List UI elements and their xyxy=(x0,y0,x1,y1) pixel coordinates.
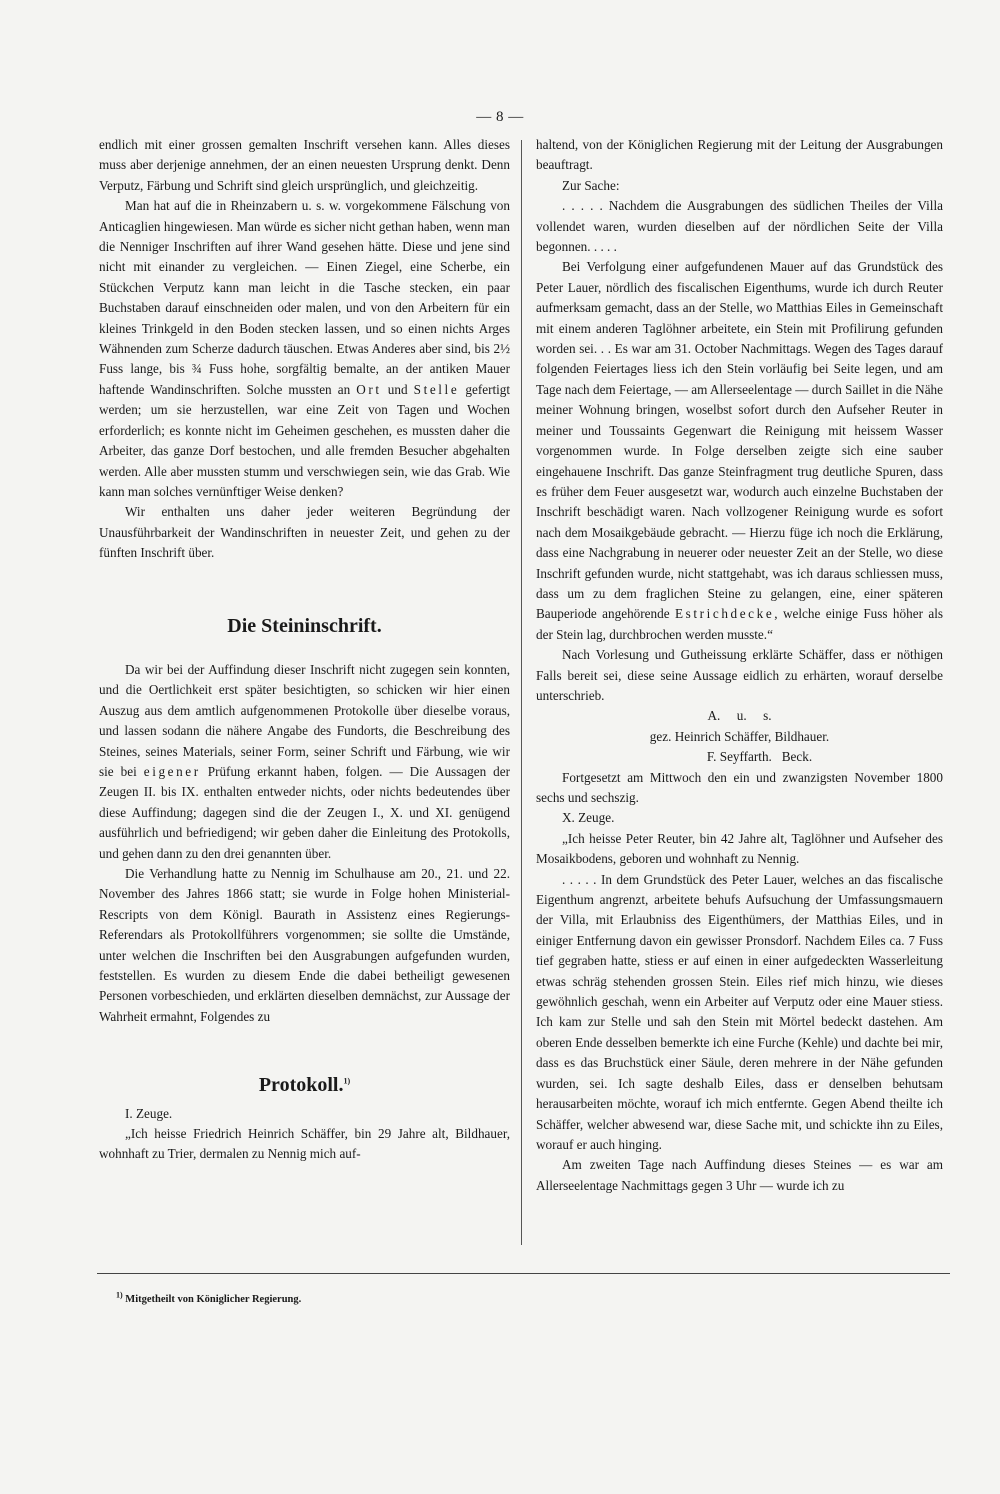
emphasis-spaced: Ort xyxy=(356,381,382,397)
footnote-divider xyxy=(97,1273,950,1274)
emphasis-spaced: Estrichdecke xyxy=(674,606,775,622)
text-run: Man hat auf die in Rheinzabern u. s. w. vorgekommene Fälschung von Anticaglien hingewiesen. Man würde es sicher nicht gethan haben, wenn man die Nenniger Inschriften auf ihrer Wand gesehen hätte. Diese und jene sind nicht mit einander zu vergleichen. — Einen Ziegel, eine Scherbe, ein Stückchen Verputz kann man leicht in die Tasche stecken, ein paar Buchstaben darauf einschneiden oder malen, und von den Arbeitern für ein kleines Trinkgeld in den Boden stecken lassen, und so einen nichts Arges Wähnenden zum Scherze dadurch täuschen. Etwas Anderes aber sind, bis 2½ Fuss lange, bis ¾ Fuss hohe, sorgfältig bemalte, an der antiken Mauer haftende Wandinschriften. Solche mussten an xyxy=(99,198,510,397)
section-heading-steininschrift: Die Steininschrift. xyxy=(227,614,382,637)
paragraph: Nach Vorlesung und Gutheissung erklärte Schäffer, dass er nöthigen Falls bereit sei, diese seine Aussage eidlich zu erhärten, worauf derselbe unterschrieb. xyxy=(536,647,943,703)
paragraph: endlich mit einer grossen gemalten Inschrift versehen kann. Alles dieses muss aber derjenige annehmen, der an einen neuesten Ursprung denkt. Denn Verputz, Färbung und Schrift sind gleich ursprünglich, und gleichzeitig. xyxy=(99,137,510,193)
right-column xyxy=(536,135,943,1196)
text-run: Bei Verfolgung einer aufgefundenen Mauer auf das Grundstück des Peter Lauer, nördlich des fiscalischen Eigenthums, wurde ich durch Reuter aufmerksam gemacht, dass an der Stelle, wo Matthias Eiles in Gemeinschaft mit einem anderen Taglöhner arbeitete, ein Stein mit Profilirung gefunden worden sei. . . Es war am 31. October Nachmittags. Wegen des Tages darauf folgenden Feiertages liess ich den Stein vorläufig bei Seite legen, und am Tage nach dem Feiertage, — am Allerseelentage — durch Saillet in die Nähe meiner Wohnung bringen, woselbst sofort durch den Aufseher Reuter in meiner und Toussaints Gegenwart die Reinigung mit heissem Wasser vorgenommen wurde. In Folge derselben zeigte sich eine sauber eingehauene Inschrift. Das ganze Steinfragment trug deutliche Spuren, dass es früher dem Feuer ausgesetzt war, wodurch auch einzelne Buchstaben der Inschrift beschädigt waren. Nach vollzogener Reinigung wurde es sofort nach dem Mosaikgebäude gebracht. — Hierzu füge ich noch die Erklärung, dass eine Nachgrabung in neuerer oder neuester Zeit an der Stelle, wo diese Inschrift gefunden wurde, nicht stattgehabt, was ich daraus schliessen muss, dass um zu dem fraglichen Steine zu gelangen, eine, einer späteren Bauperiode angehörende xyxy=(536,259,943,622)
witness-label: X. Zeuge. xyxy=(562,810,615,826)
paragraph: Wir enthalten uns daher jeder weiteren Begründung der Unausführbarkeit der Wandinschriften in neuester Zeit, und gehen zu der fünften Inschrift über. xyxy=(99,504,510,561)
paragraph: „Ich heisse Friedrich Heinrich Schäffer, bin 29 Jahre alt, Bildhauer, wohnhaft zu Trier, dermalen zu Nennig mich auf- xyxy=(99,1126,510,1162)
paragraph: „Ich heisse Peter Reuter, bin 42 Jahre alt, Taglöhner und Aufseher des Mosaikbodens, geboren und wohnhaft zu Nennig. xyxy=(536,830,943,867)
paragraph: . . . . . In dem Grundstück des Peter Lauer, welches an das fiscalische Eigenthum angrenzt, arbeitete behufs Aufsuchung der Umfassungsmauern der Villa, mit Erlaubniss des Eigenthümers, der Matthias Eiles, und in einiger Entfernung davon ein gewisser Pronsdorf. Nachdem Eiles ca. 7 Fuss tief gegraben hatte, stiess er auf einen in einer aufgedeckten Wasserleitung etwas schräg stehenden grossen Stein. Eiles rief mich hinzu, wie dieses gewöhnlich geschah, wenn ein Arbeiter auf Verputz oder eine Mauer stiess. Ich kam zur Stelle und sah den Stein mit Mörtel bedeckt dastehen. Am oberen Ende desselben bemerkte ich eine Furche (Kehle) und dachte bei mir, dass es das Bruchstück einer Säule, deren mehrere in der Nähe gefunden wurden, sei. Ich sagte deshalb Eiles, dass er denselben behutsam herausarbeiten möchte, worauf ich mich entfernte. Gegen Abend theilte ich Schäffer, welcher abwesend war, diese Sache mit, und schickte ihn zu Eiles, worauf er auch hinging. xyxy=(536,871,943,1152)
footnote-text: Mitgetheilt von Königlicher Regierung. xyxy=(125,1294,302,1305)
footnote xyxy=(116,1290,302,1305)
footnote-marker: 1) xyxy=(116,1290,123,1300)
text-run: Prüfung erkannt haben, folgen. — Die Aussagen der Zeugen II. bis IX. enthalten entweder nichts, oder nichts bedeutendes über diese Auffindung; dagegen sind die der Zeugen I., X. und XI. genügend ausführlich und befriedigend; wir geben daher die Einleitung des Protokolls, und gehen dann zu den drei genannten über. xyxy=(99,763,511,861)
text-run: Da wir bei der Auffindung dieser Inschrift nicht zugegen sein konnten, und die Oertlichkeit erst später besichtigten, so schicken wir hier einen Auszug aus dem amtlich aufgenommenen Protokolle über dieselbe voraus, und lassen sodann die nähere Angabe des Fundorts, die Beschreibung des Steines, seines Materials, seiner Form, seiner Schrift und Färbung, wie wir sie bei xyxy=(99,661,510,779)
heading-text: Protokoll. xyxy=(258,1074,344,1097)
text-run: , welche einige Fuss höher als der Stein lag, durchbrochen werden musste.“ xyxy=(536,606,944,642)
paragraph: Fortgesetzt am Mittwoch den ein und zwanzigsten November 1800 sechs und sechszig. xyxy=(536,769,943,805)
emphasis-spaced: eigener xyxy=(143,763,201,779)
signature-aus: A. u. s. xyxy=(707,708,772,724)
paragraph xyxy=(99,660,510,864)
signature-name: gez. Heinrich Schäffer, Bildhauer. xyxy=(649,728,830,744)
text-run: und xyxy=(387,381,408,397)
paragraph xyxy=(99,196,510,502)
paragraph: . . . . . Nachdem die Ausgrabungen des südlichen Theiles der Villa vollendet waren, wurden dieselben auf der nördlichen Seite der Villa begonnen. . . . . xyxy=(536,198,943,255)
witness-label: I. Zeuge. xyxy=(125,1105,173,1121)
text-run: gefertigt werden; um sie herzustellen, war eine Zeit von Tagen und Wochen erforderlich; es konnte nicht im Geheimen geschehen, es mussten daher die Arbeiter, das ganze Dorf bestochen, und alle fremden Besucher abgehalten werden. Alle aber mussten stumm und verschwiegen sein, wie das Grab. Wie kann man solches vernünftiger Weise denken? xyxy=(99,381,511,499)
emphasis-spaced: Stelle xyxy=(413,381,460,397)
column-divider xyxy=(521,140,522,1245)
subheading-zur-sache: Zur Sache: xyxy=(562,177,620,193)
paragraph xyxy=(536,257,943,645)
signature-witnesses: F. Seyffarth. Beck. xyxy=(706,749,813,765)
paragraph: Am zweiten Tage nach Auffindung dieses Steines — es war am Allerseelentage Nachmittags gegen 3 Uhr — wurde ich zu xyxy=(536,1157,943,1193)
section-heading-protokoll xyxy=(99,1075,510,1095)
paragraph: haltend, von der Königlichen Regierung mit der Leitung der Ausgrabungen beauftragt. xyxy=(536,137,943,173)
paragraph: Die Verhandlung hatte zu Nennig im Schulhause am 20., 21. und 22. November des Jahres 1866 statt; sie wurde in Folge hohen Ministerial-Rescripts von dem Königl. Baurath in Assistenz eines Regierungs-Referendars als Protokollführers vorgenommen; sie sollte die Umstände, unter welchen die Inschriften bei den Ausgrabungen aufgefunden wurden, feststellen. Es wurden zu diesem Ende die dabei betheiligt gewesenen Personen vorbeschieden, und erklärten dieselben demnächst, zur Aussage der Wahrheit ermahnt, Folgendes zu xyxy=(99,866,510,1024)
left-column xyxy=(99,135,510,1165)
page-number: — 8 — xyxy=(476,109,524,125)
footnote-marker: 1) xyxy=(343,1076,351,1086)
